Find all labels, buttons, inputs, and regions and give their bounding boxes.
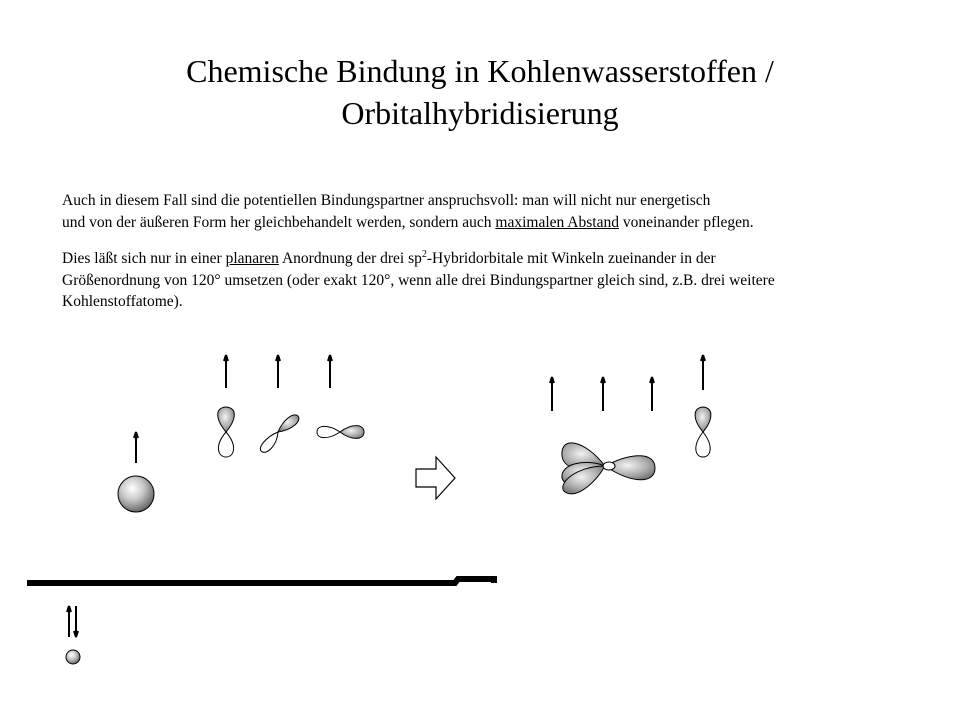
spin-pair-icon [67,606,71,637]
spin-up-arrow-icon [601,377,605,411]
p1-line2-pre: und von der äußeren Form her gleichbehandelt werden, sondern auch [62,213,496,231]
spin-up-arrow-icon [550,377,554,411]
p-orbital-vertical [218,407,235,457]
p2-line1-mid: Anordnung der drei sp [278,250,422,267]
remaining-p-orbital [695,407,711,457]
title-line-2: Orbitalhybridisierung [341,95,619,131]
1s-orbital-sphere [66,650,80,664]
paragraph-2-line-3: Kohlenstoffatome). [62,293,183,310]
energy-level-line [27,579,494,583]
sp2-hybrid-orbitals [562,443,655,494]
p1-line2-post: voneinander pflegen. [618,213,754,231]
p2-line1-pre: Dies läßt sich nur in einer [62,250,226,267]
2s-orbital-sphere [118,476,154,512]
spin-up-arrow-icon [328,355,332,388]
p1-underlined-term: maximalen Abstand [495,213,619,231]
p2-underlined-term: planaren [225,250,279,267]
spin-up-arrow-icon [134,432,138,463]
spin-up-arrow-icon [650,377,654,411]
p2-superscript: 2 [421,248,427,260]
paragraph-2-line-2: Größenordnung von 120° umsetzen (oder exakt 120°, wenn alle drei Bindungspartner gleich sind, z.B. drei weitere [62,271,775,289]
p2-line1-post: -Hybridorbitale mit Winkeln zueinander in der [426,250,716,267]
p-orbital-horizontal [317,426,364,439]
spin-up-arrow-icon [276,355,280,388]
spin-up-arrow-icon [701,355,705,390]
p-orbital-diagonal [260,415,298,452]
spin-pair-icon-down [74,606,78,637]
paragraph-1-line-1: Auch in diesem Fall sind die potentiellen Bindungspartner anspruchsvoll: man will nicht nur energetisch [62,192,711,209]
reaction-arrow-icon [416,457,455,499]
title-line-1: Chemische Bindung in Kohlenwasserstoffen / [186,53,774,89]
spin-up-arrow-icon [224,355,228,388]
